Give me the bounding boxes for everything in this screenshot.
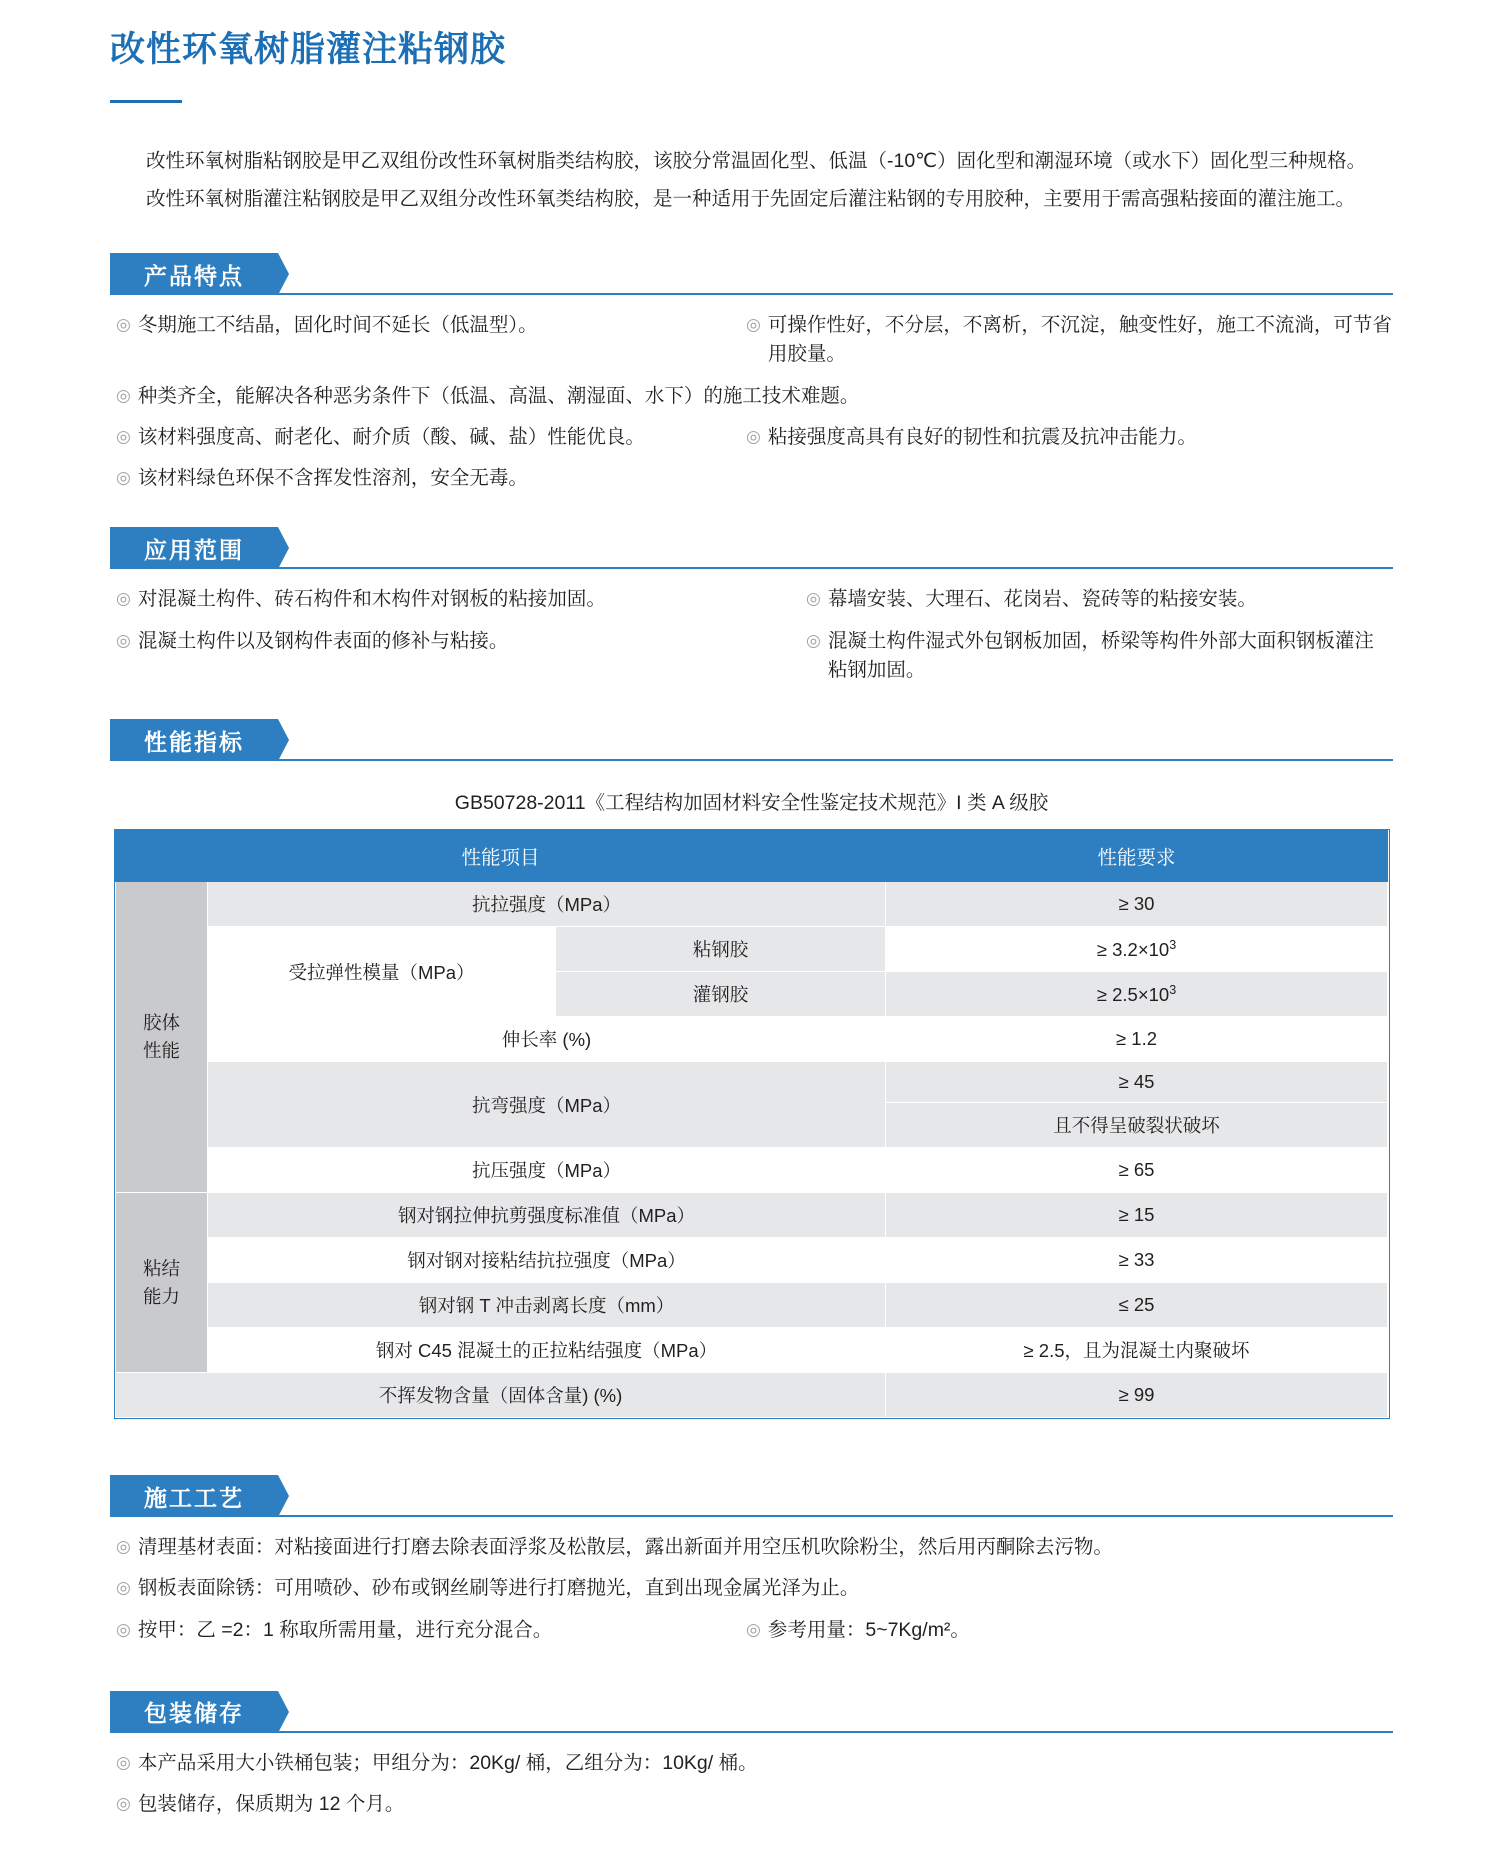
table-cell-item: 钢对钢拉伸抗剪强度标准值（MPa）	[207, 1193, 885, 1238]
table-row	[115, 927, 1387, 972]
table-cell-item: 抗压强度（MPa）	[207, 1148, 885, 1193]
feature-item	[746, 311, 1393, 370]
table-row	[115, 1148, 1387, 1193]
feature-text: 粘接强度高具有良好的韧性和抗震及抗冲击能力。	[767, 425, 1197, 448]
feature-text: 可操作性好，不分层，不离析，不沉淀，触变性好，施工不流淌，可节省用胶量。	[767, 314, 1392, 366]
value-superscript: 3	[1169, 982, 1177, 997]
table-cell-value: ≥ 99	[886, 1373, 1388, 1418]
list-item	[116, 1616, 1393, 1645]
section-header-features	[110, 253, 1393, 295]
feature-text: 种类齐全，能解决各种恶劣条件下（低温、高温、潮湿面、水下）的施工技术难题。	[137, 384, 860, 407]
application-item	[116, 585, 806, 614]
list-item	[116, 585, 1393, 614]
bullet-icon: ◎	[116, 1537, 131, 1557]
feature-item	[116, 382, 1393, 411]
group-label-line1: 粘结	[142, 1257, 180, 1279]
application-text: 对混凝土构件、砖石构件和木构件对钢板的粘接加固。	[137, 588, 606, 611]
value-text: ≥ 3.2×10	[1096, 938, 1170, 960]
bullet-icon: ◎	[116, 1578, 131, 1598]
application-text: 混凝土构件湿式外包钢板加固，桥梁等构件外部大面积钢板灌注粘钢加固。	[827, 629, 1374, 681]
table-cell-item: 伸长率 (%)	[207, 1017, 885, 1062]
list-item	[116, 423, 1393, 452]
page-title: 改性环氧树脂灌注粘钢胶	[110, 30, 507, 69]
title-divider	[110, 100, 182, 103]
table-row	[115, 1062, 1387, 1103]
table-cell-value: ≥ 15	[886, 1193, 1388, 1238]
table-caption: GB50728-2011《工程结构加固材料安全性鉴定技术规范》I 类 A 级胶	[454, 792, 1049, 815]
intro-block	[110, 143, 1393, 217]
application-item	[806, 627, 1393, 686]
table-cell-item: 钢对钢对接粘结抗拉强度（MPa）	[207, 1238, 885, 1283]
bullet-icon: ◎	[116, 630, 131, 650]
packaging-text: 包装储存，保质期为 12 个月。	[137, 1793, 405, 1816]
table-cell-subitem: 灌钢胶	[555, 972, 885, 1017]
table-cell-value: ≥ 30	[886, 882, 1388, 927]
value-superscript: 3	[1169, 937, 1177, 952]
section-title-features: 产品特点	[110, 253, 278, 295]
list-item	[116, 1533, 1393, 1562]
list-item	[116, 382, 1393, 411]
section-header-packaging	[110, 1691, 1393, 1733]
process-item	[116, 1574, 1393, 1603]
table-cell-value	[886, 927, 1388, 972]
table-cell-value: ≥ 2.5，且为混凝土内聚破坏	[886, 1328, 1388, 1373]
feature-item	[746, 423, 1393, 452]
process-item	[116, 1533, 1393, 1562]
packaging-text: 本产品采用大小铁桶包装；甲组分为：20Kg/ 桶，乙组分为：10Kg/ 桶。	[137, 1751, 758, 1774]
features-list	[110, 311, 1393, 493]
row-group-bond	[115, 1193, 207, 1373]
section-rule	[110, 293, 1393, 295]
section-rule	[110, 759, 1393, 761]
table-cell-item: 不挥发物含量（固体含量) (%)	[115, 1373, 885, 1418]
process-list	[110, 1533, 1393, 1645]
table-cell-item: 钢对 C45 混凝土的正拉粘结强度（MPa）	[207, 1328, 885, 1373]
bullet-icon: ◎	[116, 1794, 131, 1814]
table-cell-value: ≥ 65	[886, 1148, 1388, 1193]
process-text: 清理基材表面：对粘接面进行打磨去除表面浮浆及松散层，露出新面并用空压机吹除粉尘，然后用丙酮除去污物。	[137, 1536, 1113, 1559]
table-cell-value	[886, 972, 1388, 1017]
table-cell-subitem: 粘钢胶	[555, 927, 885, 972]
table-cell-value: ≥ 33	[886, 1238, 1388, 1283]
process-text: 参考用量：5~7Kg/m²。	[767, 1618, 970, 1641]
table-header-cell-item: 性能项目	[115, 831, 885, 882]
section-rule	[110, 1515, 1393, 1517]
list-item	[116, 1790, 1393, 1819]
section-rule	[110, 567, 1393, 569]
list-item	[116, 627, 1393, 686]
application-text: 混凝土构件以及钢构件表面的修补与粘接。	[137, 629, 509, 652]
applications-list	[110, 585, 1393, 685]
bullet-icon: ◎	[116, 589, 131, 609]
bullet-icon: ◎	[116, 1752, 131, 1772]
table-cell-value: ≤ 25	[886, 1283, 1388, 1328]
packaging-item	[116, 1790, 1393, 1819]
list-item	[116, 464, 1393, 493]
value-text: ≥ 2.5×10	[1096, 983, 1170, 1005]
section-rule	[110, 1731, 1393, 1733]
bullet-icon: ◎	[806, 589, 821, 609]
feature-text: 该材料强度高、耐老化、耐介质（酸、碱、盐）性能优良。	[137, 425, 645, 448]
feature-item	[116, 423, 746, 452]
section-title-applications: 应用范围	[110, 527, 278, 569]
feature-item	[116, 464, 1393, 493]
table-cell-item: 抗弯强度（MPa）	[207, 1062, 885, 1148]
bullet-icon: ◎	[116, 385, 131, 405]
table-cell-item: 钢对钢 T 冲击剥离长度（mm）	[207, 1283, 885, 1328]
section-header-performance	[110, 719, 1393, 761]
process-item	[746, 1616, 1393, 1645]
table-cell-item: 受拉弹性模量（MPa）	[207, 927, 555, 1017]
section-title-performance: 性能指标	[110, 719, 278, 761]
bullet-icon: ◎	[806, 630, 821, 650]
performance-table-wrapper	[114, 829, 1390, 1419]
row-group-glue	[115, 882, 207, 1193]
table-row	[115, 1238, 1387, 1283]
list-item	[116, 311, 1393, 370]
section-header-applications	[110, 527, 1393, 569]
table-cell-value: ≥ 1.2	[886, 1017, 1388, 1062]
table-row	[115, 1328, 1387, 1373]
group-label-line2: 能力	[142, 1285, 180, 1307]
packaging-item	[116, 1749, 1393, 1778]
section-header-process	[110, 1475, 1393, 1517]
feature-item	[116, 311, 746, 340]
table-cell-item: 抗拉强度（MPa）	[207, 882, 885, 927]
group-label-line2: 性能	[142, 1040, 180, 1062]
bullet-icon: ◎	[116, 315, 131, 335]
feature-text: 冬期施工不结晶，固化时间不延长（低温型）。	[137, 314, 538, 337]
table-row	[115, 1283, 1387, 1328]
process-item	[116, 1616, 746, 1645]
list-item	[116, 1574, 1393, 1603]
section-title-process: 施工工艺	[110, 1475, 278, 1517]
bullet-icon: ◎	[116, 1619, 131, 1639]
bullet-icon: ◎	[116, 468, 131, 488]
table-row	[115, 1017, 1387, 1062]
table-row	[115, 882, 1387, 927]
application-text: 幕墙安装、大理石、花岗岩、瓷砖等的粘接安装。	[827, 588, 1257, 611]
application-item	[806, 585, 1393, 614]
section-title-packaging: 包装储存	[110, 1691, 278, 1733]
list-item	[116, 1749, 1393, 1778]
bullet-icon: ◎	[116, 426, 131, 446]
feature-text: 该材料绿色环保不含挥发性溶剂，安全无毒。	[137, 467, 528, 490]
table-row	[115, 1193, 1387, 1238]
process-text: 钢板表面除锈：可用喷砂、砂布或钢丝刷等进行打磨抛光，直到出现金属光泽为止。	[137, 1577, 860, 1600]
process-text: 按甲：乙 =2：1 称取所需用量，进行充分混合。	[137, 1618, 553, 1641]
table-cell-value: ≥ 45	[886, 1062, 1388, 1103]
performance-table	[115, 830, 1388, 1418]
table-header-row	[115, 831, 1387, 882]
bullet-icon: ◎	[746, 315, 761, 335]
bullet-icon: ◎	[746, 1619, 761, 1639]
intro-paragraph-1: 改性环氧树脂粘钢胶是甲乙双组份改性环氧树脂类结构胶，该胶分常温固化型、低温（-10℃）固化型和潮湿环境（或水下）固化型三种规格。	[146, 150, 1367, 172]
table-row	[115, 1373, 1387, 1418]
table-header-cell-value: 性能要求	[886, 831, 1388, 882]
application-item	[116, 627, 806, 656]
bullet-icon: ◎	[746, 426, 761, 446]
table-cell-value-note: 且不得呈破裂状破坏	[886, 1103, 1388, 1148]
packaging-list	[110, 1749, 1393, 1820]
intro-paragraph-2: 改性环氧树脂灌注粘钢胶是甲乙双组分改性环氧类结构胶，是一种适用于先固定后灌注粘钢的专用胶种，主要用于需高强粘接面的灌注施工。	[146, 188, 1356, 211]
group-label-line1: 胶体	[142, 1012, 180, 1034]
